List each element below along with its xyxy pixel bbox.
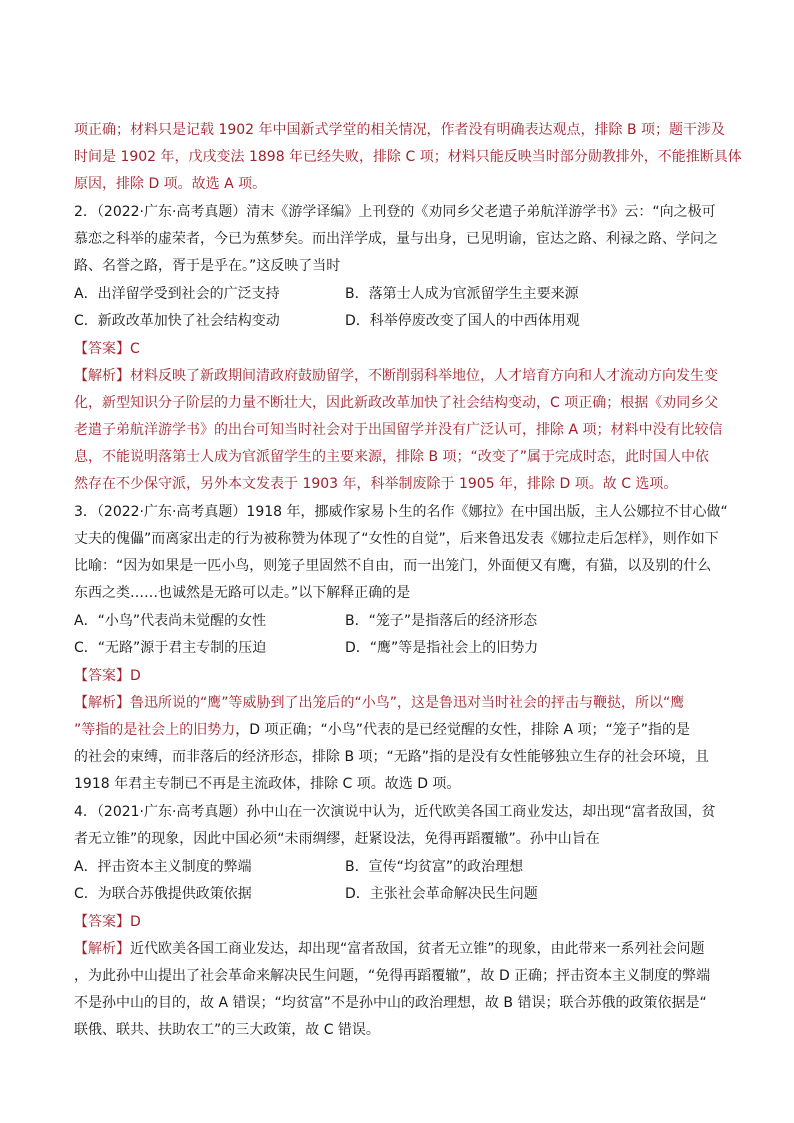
analysis-line: 老遣子弟航洋游学书》的出台可知当时社会对于出国留学并没有广泛认可，排除 A 项；材料中没有比较信	[74, 422, 723, 438]
analysis-line: 联俄、联共、扶助农工”的三大政策，故 C 错误。	[74, 1022, 380, 1038]
question-2-analysis	[74, 367, 718, 385]
question-2-stem: 路、名誉之路，胥于是乎在。”这反映了当时	[74, 258, 341, 274]
analysis-line: 材料反映了新政期间清政府鼓励留学，不断削弱科举地位，人才培育方向和人才流动方向发生变	[130, 368, 718, 384]
answer-tag: 【答案】	[74, 341, 130, 357]
analysis-tag: 【解析】	[74, 695, 130, 711]
question-2-stem: 慕恋之科举的虚荣者，今已为蕉梦矣。而出洋学成，量与出身，已见明谕，宦达之路、利禄之路、学问之	[74, 231, 718, 247]
question-4-option-c: C．为联合苏俄提供政策依据	[74, 886, 252, 902]
intro-line: 时间是 1902 年，戊戌变法 1898 年已经失败，排除 C 项；材料只能反映当时部分勋教排外，不能推断具体	[74, 149, 742, 165]
analysis-line: ，为此孙中山提出了社会革命来解决民生问题，“免得再蹈覆辙”，故 D 正确；抨击资本主义制度的弊端	[74, 968, 711, 984]
answer-value: C	[130, 341, 140, 357]
question-3-stem: 比喻：“因为如果是一匹小鸟，则笼子里固然不自由，而一出笼门，外面便又有鹰，有猫，以及别的什么	[74, 558, 712, 574]
question-3-stem: 东西之类……也诚然是无路可以走。”以下解释正确的是	[74, 585, 411, 601]
analysis-rest: ，D 项正确；“小鸟”代表的是已经觉醒的女性，排除 A 项；“笼子”指的是	[235, 722, 690, 738]
question-4-answer	[74, 913, 141, 931]
analysis-line: 近代欧美各国工商业发达，却出现“富者敌国，贫者无立锥”的现象，由此带来一系列社会问题	[130, 941, 705, 957]
question-2-option-d: D．科举停废改变了国人的中西体用观	[345, 313, 580, 329]
question-2-option-a: A．出洋留学受到社会的广泛支持	[74, 286, 280, 302]
question-2-stem: 2．（2022·广东·高考真题）清末《游学译编》上刊登的《劝同乡父老遣子弟航洋游学书》云：“向之极可	[74, 204, 716, 220]
question-4-option-a: A．抨击资本主义制度的弊端	[74, 859, 252, 875]
question-4-option-b: B．宣传“均贫富”的政治理想	[345, 859, 524, 875]
question-3-stem: 丈夫的傀儡”而离家出走的行为被称赞为体现了“女性的自觉”，后来鲁迅发表《娜拉走后怎样》，则作如下	[74, 531, 719, 547]
intro-line: 原因，排除 D 项。故选 A 项。	[74, 176, 267, 192]
question-3-answer	[74, 667, 141, 685]
question-2-answer	[74, 340, 140, 358]
analysis-highlight: ”等指的是社会上的旧势力	[74, 722, 236, 738]
question-4-option-d: D．主张社会革命解决民生问题	[345, 886, 538, 902]
analysis-tag: 【解析】	[74, 941, 130, 957]
question-3-option-d: D．“鹰”等是指社会上的旧势力	[345, 640, 539, 656]
intro-line: 项正确；材料只是记载 1902 年中国新式学堂的相关情况，作者没有明确表达观点，排除 B 项；题干涉及	[74, 122, 726, 138]
question-2-option-b: B．落第士人成为官派留学生主要来源	[345, 286, 579, 302]
question-4-stem: 者无立锥”的现象，因此中国必须“未雨绸缪，赶紧设法，免得再蹈覆辙”。孙中山旨在	[74, 831, 600, 847]
answer-value: D	[130, 668, 141, 684]
analysis-line: 不是孙中山的目的，故 A 错误；“均贫富”不是孙中山的政治理想，故 B 错误；联合苏俄的政策依据是“	[74, 995, 707, 1011]
answer-tag: 【答案】	[74, 668, 130, 684]
analysis-line: 息，不能说明落第士人成为官派留学生的主要来源，排除 B 项；“改变了”属于完成时态，此时国人中依	[74, 449, 710, 465]
question-3-stem: 3．（2022·广东·高考真题）1918 年，挪威作家易卜生的名作《娜拉》在中国出版，主人公娜拉不甘心做“	[74, 504, 728, 520]
question-4-stem: 4．（2021·广东·高考真题）孙中山在一次演说中认为，近代欧美各国工商业发达，却出现“富者敌国，贫	[74, 804, 716, 820]
question-3-option-b: B．“笼子”是指落后的经济形态	[345, 613, 538, 629]
analysis-line: 化，新型知识分子阶层的力量不断壮大，因此新政改革加快了社会结构变动，C 项正确；根据《劝同乡父	[74, 395, 719, 411]
analysis-tag: 【解析】	[74, 368, 130, 384]
question-4-analysis	[74, 940, 705, 958]
analysis-line: 然存在不少保守派，另外本文发表于 1903 年，科举制废除于 1905 年，排除 D 项。故 C 选项。	[74, 476, 678, 492]
answer-tag: 【答案】	[74, 914, 130, 930]
question-3-analysis	[74, 694, 684, 712]
question-3-option-a: A．“小鸟”代表尚未觉醒的女性	[74, 613, 267, 629]
question-2-option-c: C．新政改革加快了社会结构变动	[74, 313, 280, 329]
question-3-option-c: C．“无路”源于君主专制的压迫	[74, 640, 267, 656]
analysis-line: 的社会的束缚，而非落后的经济形态，排除 B 项；“无路”指的是没有女性能够独立生存的社会环境，且	[74, 749, 710, 765]
analysis-line: 1918 年君主专制已不再是主流政体，排除 C 项。故选 D 项。	[74, 776, 461, 792]
analysis-line	[74, 721, 690, 739]
analysis-line: 鲁迅所说的“鹰”等威胁到了出笼后的“小鸟”，这是鲁迅对当时社会的抨击与鞭挞，所以“鹰	[130, 695, 685, 711]
answer-value: D	[130, 914, 141, 930]
